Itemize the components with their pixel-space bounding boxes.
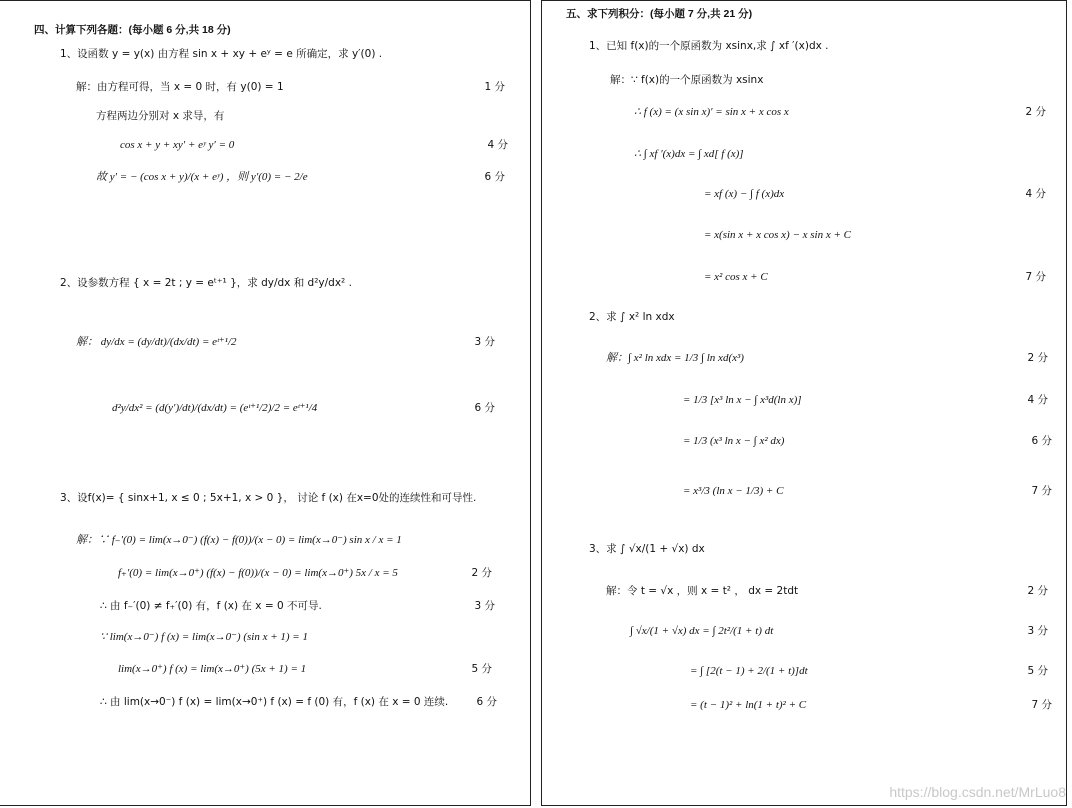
q3-score6: 6 分: [476, 696, 497, 708]
q3-line2: f₊′(0) = lim(x→0⁺) (f(x) − f(0))/(x − 0) = lim(x→0⁺) 5x / x = 5: [118, 567, 398, 579]
r-q2-line1: 解：∫ x² ln xdx = 1/3 ∫ ln xd(x³): [606, 352, 744, 364]
q3-stem: 3、设f(x)= { sinx+1, x ≤ 0 ; 5x+1, x > 0 }， 讨论 f (x) 在x=0处的连续性和可导性.: [60, 492, 477, 504]
q1-line3: cos x + y + xy′ + eʸ y′ = 0: [120, 139, 235, 151]
r-q3-line2: ∫ √x/(1 + √x) dx = ∫ 2t²/(1 + t) dt: [630, 625, 774, 637]
r-q1-line1: 解：∵ f(x)的一个原函数为 xsinx: [610, 74, 764, 86]
r-q3-score1: 2 分: [1027, 585, 1048, 597]
q3-line1: 解：∵ f₋′(0) = lim(x→0⁻) (f(x) − f(0))/(x − 0) = lim(x→0⁻) sin x / x = 1: [76, 534, 402, 546]
r-q1-line3: ∴ ∫ xf ′(x)dx = ∫ xd[ f (x)]: [634, 148, 744, 160]
r-q2-score3: 6 分: [1031, 435, 1052, 447]
section-four-heading: 四、计算下列各题：(每小题 6 分,共 18 分): [34, 24, 231, 36]
q2-line1: 解： dy/dx = (dy/dt)/(dx/dt) = eᵗ⁺¹/2: [76, 336, 237, 348]
r-q1-score2: 2 分: [1025, 106, 1046, 118]
r-q1-score4: 4 分: [1025, 188, 1046, 200]
r-q1-score6: 7 分: [1025, 271, 1046, 283]
q1-stem: 1、设函数 y = y(x) 由方程 sin x + xy + eʸ = e 所确定，求 y′(0) .: [60, 48, 383, 60]
q3-line3: ∴ 由 f₋′(0) ≠ f₊′(0) 有，f (x) 在 x = 0 不可导.: [100, 600, 322, 612]
r-q2-line2: = 1/3 [x³ ln x − ∫ x³d(ln x)]: [683, 394, 802, 406]
r-q2-line3: = 1/3 (x³ ln x − ∫ x² dx): [683, 435, 785, 447]
watermark-url: https://blog.csdn.net/MrLuo8: [889, 784, 1066, 800]
r-q1-line2: ∴ f (x) = (x sin x)′ = sin x + x cos x: [634, 106, 789, 118]
r-q2-score2: 4 分: [1027, 394, 1048, 406]
r-q1-stem: 1、已知 f(x)的一个原函数为 xsinx,求 ∫ xf ′(x)dx .: [589, 40, 829, 52]
r-q3-score4: 7 分: [1031, 699, 1052, 711]
q1-score4: 6 分: [484, 171, 505, 183]
r-q2-line4: = x³/3 (ln x − 1/3) + C: [683, 485, 784, 497]
exam-page-left: [0, 0, 531, 806]
q2-stem: 2、设参数方程 { x = 2t ; y = eᵗ⁺¹ }，求 dy/dx 和 d²y/dx² .: [60, 277, 352, 289]
r-q2-score4: 7 分: [1031, 485, 1052, 497]
q1-score3: 4 分: [487, 139, 508, 151]
section-five-heading: 五、求下列积分：(每小题 7 分,共 21 分): [566, 8, 753, 20]
r-q3-score2: 3 分: [1027, 625, 1048, 637]
q3-score2: 2 分: [471, 567, 492, 579]
q3-score3: 3 分: [474, 600, 495, 612]
q3-line6: ∴ 由 lim(x→0⁻) f (x) = lim(x→0⁺) f (x) = f (0) 有，f (x) 在 x = 0 连续.: [100, 696, 449, 708]
r-q3-line1: 解：令 t = √x ，则 x = t² ， dx = 2tdt: [606, 585, 799, 597]
q3-line5: lim(x→0⁺) f (x) = lim(x→0⁺) (5x + 1) = 1: [118, 663, 307, 675]
q2-score2: 6 分: [474, 402, 495, 414]
exam-page-right: [541, 0, 1067, 806]
q3-line4: ∵ lim(x→0⁻) f (x) = lim(x→0⁻) (sin x + 1) = 1: [100, 631, 308, 643]
r-q2-score1: 2 分: [1027, 352, 1048, 364]
q1-score1: 1 分: [484, 81, 505, 93]
r-q3-line3: = ∫ [2(t − 1) + 2/(1 + t)]dt: [690, 665, 808, 677]
r-q3-stem: 3、求 ∫ √x/(1 + √x) dx: [589, 543, 705, 555]
r-q1-line5: = x(sin x + x cos x) − x sin x + C: [704, 229, 851, 241]
q1-line2: 方程两边分别对 x 求导，有: [96, 110, 225, 122]
r-q3-score3: 5 分: [1027, 665, 1048, 677]
q2-line2: d²y/dx² = (d(y′)/dt)/(dx/dt) = (eᵗ⁺¹/2)/2 = eᵗ⁺¹/4: [112, 402, 318, 414]
q1-line4: 故 y′ = − (cos x + y)/(x + eʸ) ，则 y′(0) = − 2/e: [96, 171, 308, 183]
q2-score1: 3 分: [474, 336, 495, 348]
q3-score5: 5 分: [471, 663, 492, 675]
r-q1-line4: = xf (x) − ∫ f (x)dx: [704, 188, 785, 200]
r-q3-line4: = (t − 1)² + ln(1 + t)² + C: [690, 699, 807, 711]
q1-line1: 解：由方程可得，当 x = 0 时，有 y(0) = 1: [76, 81, 284, 93]
r-q1-line6: = x² cos x + C: [704, 271, 768, 283]
r-q2-stem: 2、求 ∫ x² ln xdx: [589, 311, 675, 323]
